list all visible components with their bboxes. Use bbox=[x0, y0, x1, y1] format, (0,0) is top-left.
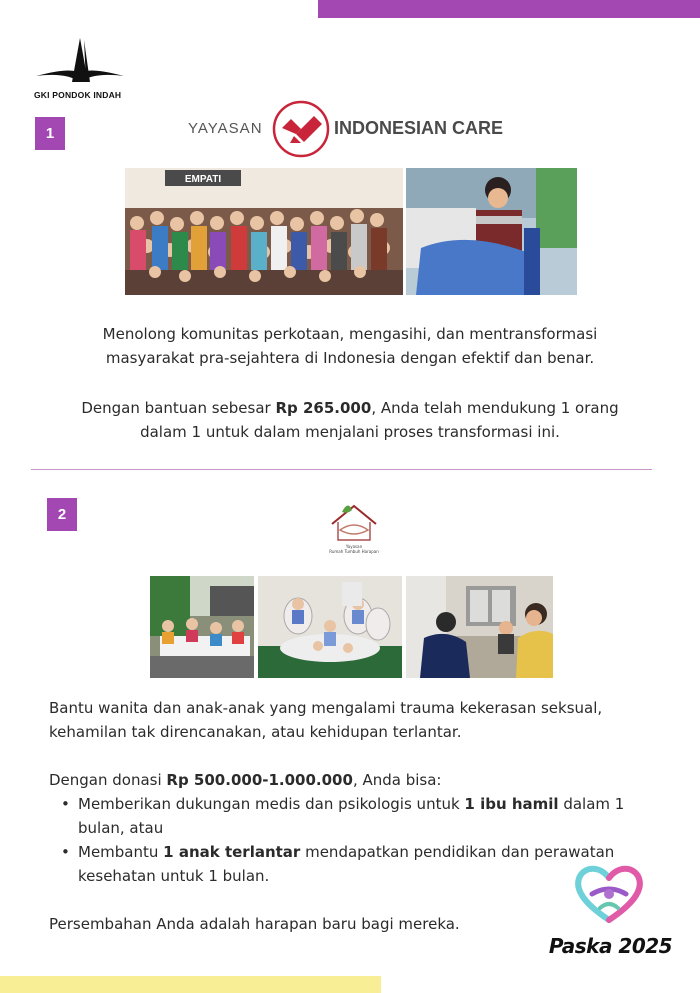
benefit2-line2: kesehatan untuk 1 bulan. bbox=[78, 867, 270, 885]
section1-donation bbox=[50, 396, 650, 444]
section-divider bbox=[31, 469, 652, 470]
section2-intro-line2: kehamilan tak direncanakan, atau kehidupan terlantar. bbox=[49, 723, 462, 741]
donation-line2: dalam 1 untuk dalam menjalani proses transformasi ini. bbox=[140, 423, 560, 441]
section-number-badge: 1 bbox=[35, 117, 65, 150]
closing-message: Persembahan Anda adalah harapan baru bagi mereka. bbox=[49, 915, 460, 933]
rth-logo-line2: Rumah Tumbuh Harapan bbox=[329, 549, 379, 554]
children-table-photo bbox=[150, 576, 254, 678]
benefit1-bold: 1 ibu hamil bbox=[464, 795, 559, 813]
house-hands-icon bbox=[318, 500, 390, 544]
donation-post: , Anda telah mendukung 1 orang bbox=[371, 399, 619, 417]
benefit2-post: mendapatkan pendidikan dan perawatan bbox=[300, 843, 615, 861]
section2-intro bbox=[49, 696, 669, 744]
indonesian-care-label: INDONESIAN CARE bbox=[334, 118, 504, 138]
section1-desc-line2: masyarakat pra-sejahtera di Indonesia dengan efektif dan benar. bbox=[105, 349, 595, 367]
sewing-woman-photo bbox=[406, 168, 577, 295]
community-group-photo bbox=[125, 168, 403, 295]
children-floor-photo bbox=[258, 576, 402, 678]
empati-banner-text: EMPATI bbox=[184, 174, 222, 185]
benefit1-line2: bulan, atau bbox=[78, 819, 164, 837]
donation-pre: Dengan bantuan sebesar bbox=[81, 399, 276, 417]
benefit-item bbox=[49, 792, 669, 840]
benefit2-bold: 1 anak terlantar bbox=[163, 843, 301, 861]
counseling-photo bbox=[406, 576, 553, 678]
benefit2-pre: Membantu bbox=[78, 843, 164, 861]
yayasan-label: YAYASAN bbox=[188, 120, 263, 137]
org-name: GKI PONDOK INDAH bbox=[34, 90, 122, 100]
section-number-badge: 2 bbox=[47, 498, 77, 531]
gki-cross-icon bbox=[34, 36, 126, 84]
benefit1-pre: Memberikan dukungan medis dan psikologis untuk bbox=[78, 795, 465, 813]
section1-description bbox=[50, 322, 650, 370]
donation2-amount: Rp 500.000-1.000.000 bbox=[166, 771, 353, 789]
heart-check-icon bbox=[272, 100, 330, 158]
paska-logo bbox=[548, 864, 673, 964]
gki-logo bbox=[34, 36, 134, 100]
bottom-accent-bar bbox=[0, 976, 381, 993]
section2-intro-line1: Bantu wanita dan anak-anak yang mengalami trauma kekerasan seksual, bbox=[49, 699, 603, 717]
top-accent-bar bbox=[318, 0, 700, 18]
indonesian-care-logo bbox=[188, 100, 518, 162]
rth-logo-line1: Yayasan bbox=[345, 544, 363, 549]
rumah-tumbuh-harapan-logo bbox=[318, 500, 390, 558]
section1-desc-line1: Menolong komunitas perkotaan, mengasihi, dan mentransformasi bbox=[102, 325, 598, 343]
donation2-pre: Dengan donasi bbox=[49, 771, 167, 789]
paska-label: Paska 2025 bbox=[548, 934, 673, 958]
donation2-post: , Anda bisa: bbox=[352, 771, 442, 789]
donation-amount: Rp 265.000 bbox=[275, 399, 372, 417]
benefit1-post: dalam 1 bbox=[558, 795, 625, 813]
heart-figures-icon bbox=[572, 864, 646, 924]
